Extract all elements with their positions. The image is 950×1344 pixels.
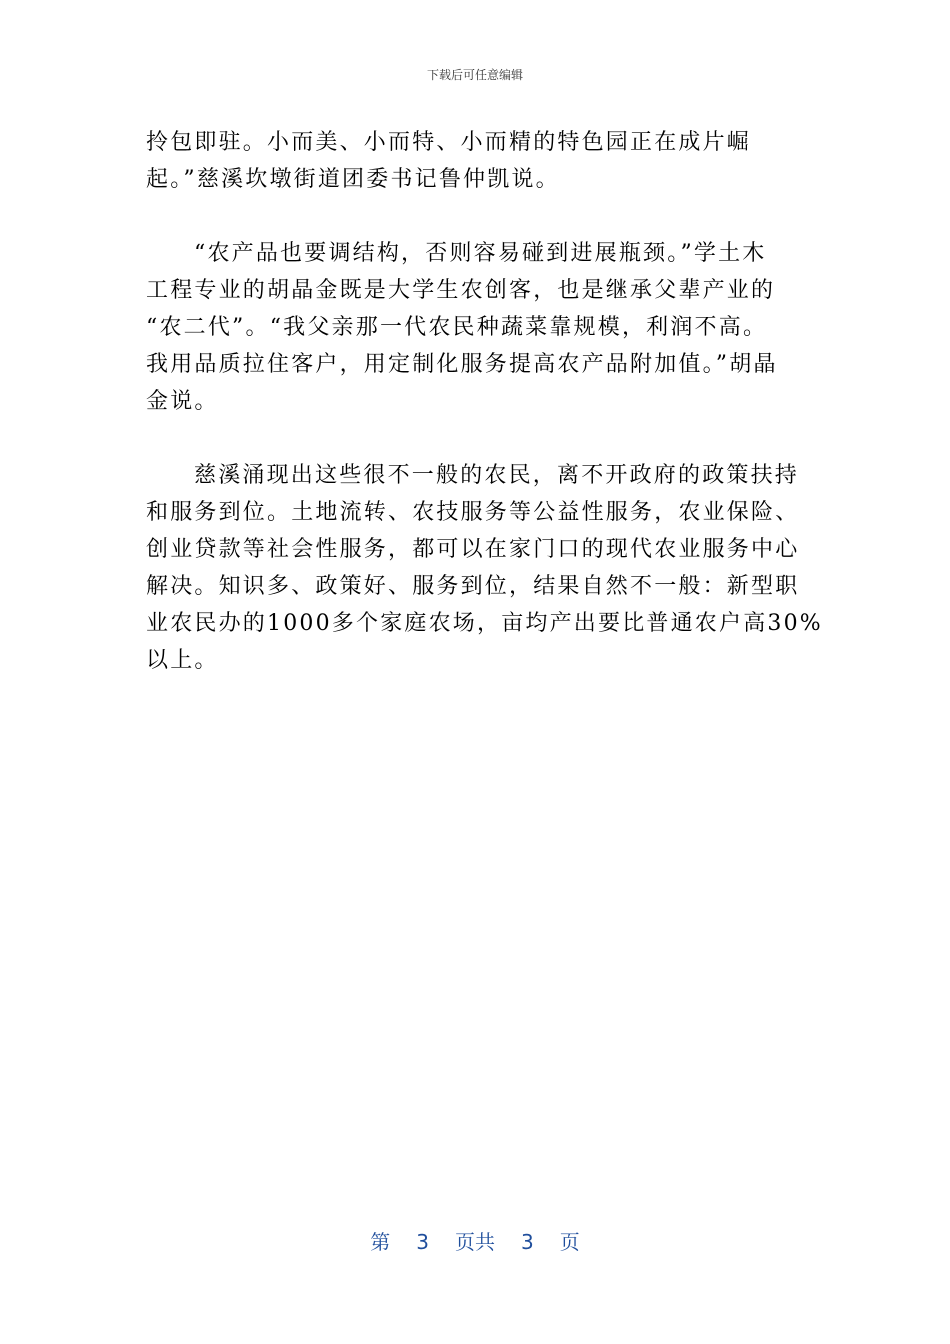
footer-prefix: 第 [370,1230,391,1254]
page-header: 下载后可任意编辑 [426,68,523,82]
paragraph-2-line-2: 工程专业的胡晶金既是大学生农创客，也是继承父辈产业的 [146,278,776,303]
paragraph-3-line-4: 解决。知识多、政策好、服务到位，结果自然不一般：新型职 [146,574,800,599]
page-footer [0,1226,950,1255]
paragraph-3-line-1: 慈溪涌现出这些很不一般的农民，离不开政府的政策扶持 [194,463,800,488]
paragraph-2-line-1: “农产品也要调结构，否则容易碰到进展瓶颈。”学土木 [194,241,767,266]
paragraph-3-line-6: 以上。 [146,648,219,673]
paragraph-3-line-5: 业农民办的1000多个家庭农场，亩均产出要比普通农户高30% [146,611,823,636]
paragraph-3-line-2: 和服务到位。土地流转、农技服务等公益性服务，农业保险、 [146,500,800,525]
paragraph-1-line-1: 拎包即驻。小而美、小而特、小而精的特色园正在成片崛 [146,130,752,155]
paragraph-2-line-4: 我用品质拉住客户，用定制化服务提高农产品附加值。”胡晶 [146,352,778,377]
footer-current-page: 3 [416,1230,429,1254]
document-body [146,124,823,679]
paragraph-1-line-2: 起。”慈溪坎墩街道团委书记鲁仲凯说。 [146,167,560,192]
footer-total-pages: 3 [521,1230,534,1254]
paragraph-3-line-3: 创业贷款等社会性服务，都可以在家门口的现代农业服务中心 [146,537,800,562]
paragraph-2-line-3: “农二代”。“我父亲那一代农民种蔬菜靠规模，利润不高。 [146,315,768,340]
paragraph-2-line-5: 金说。 [146,389,219,414]
footer-middle: 页共 [455,1230,495,1254]
footer-suffix: 页 [559,1230,580,1254]
